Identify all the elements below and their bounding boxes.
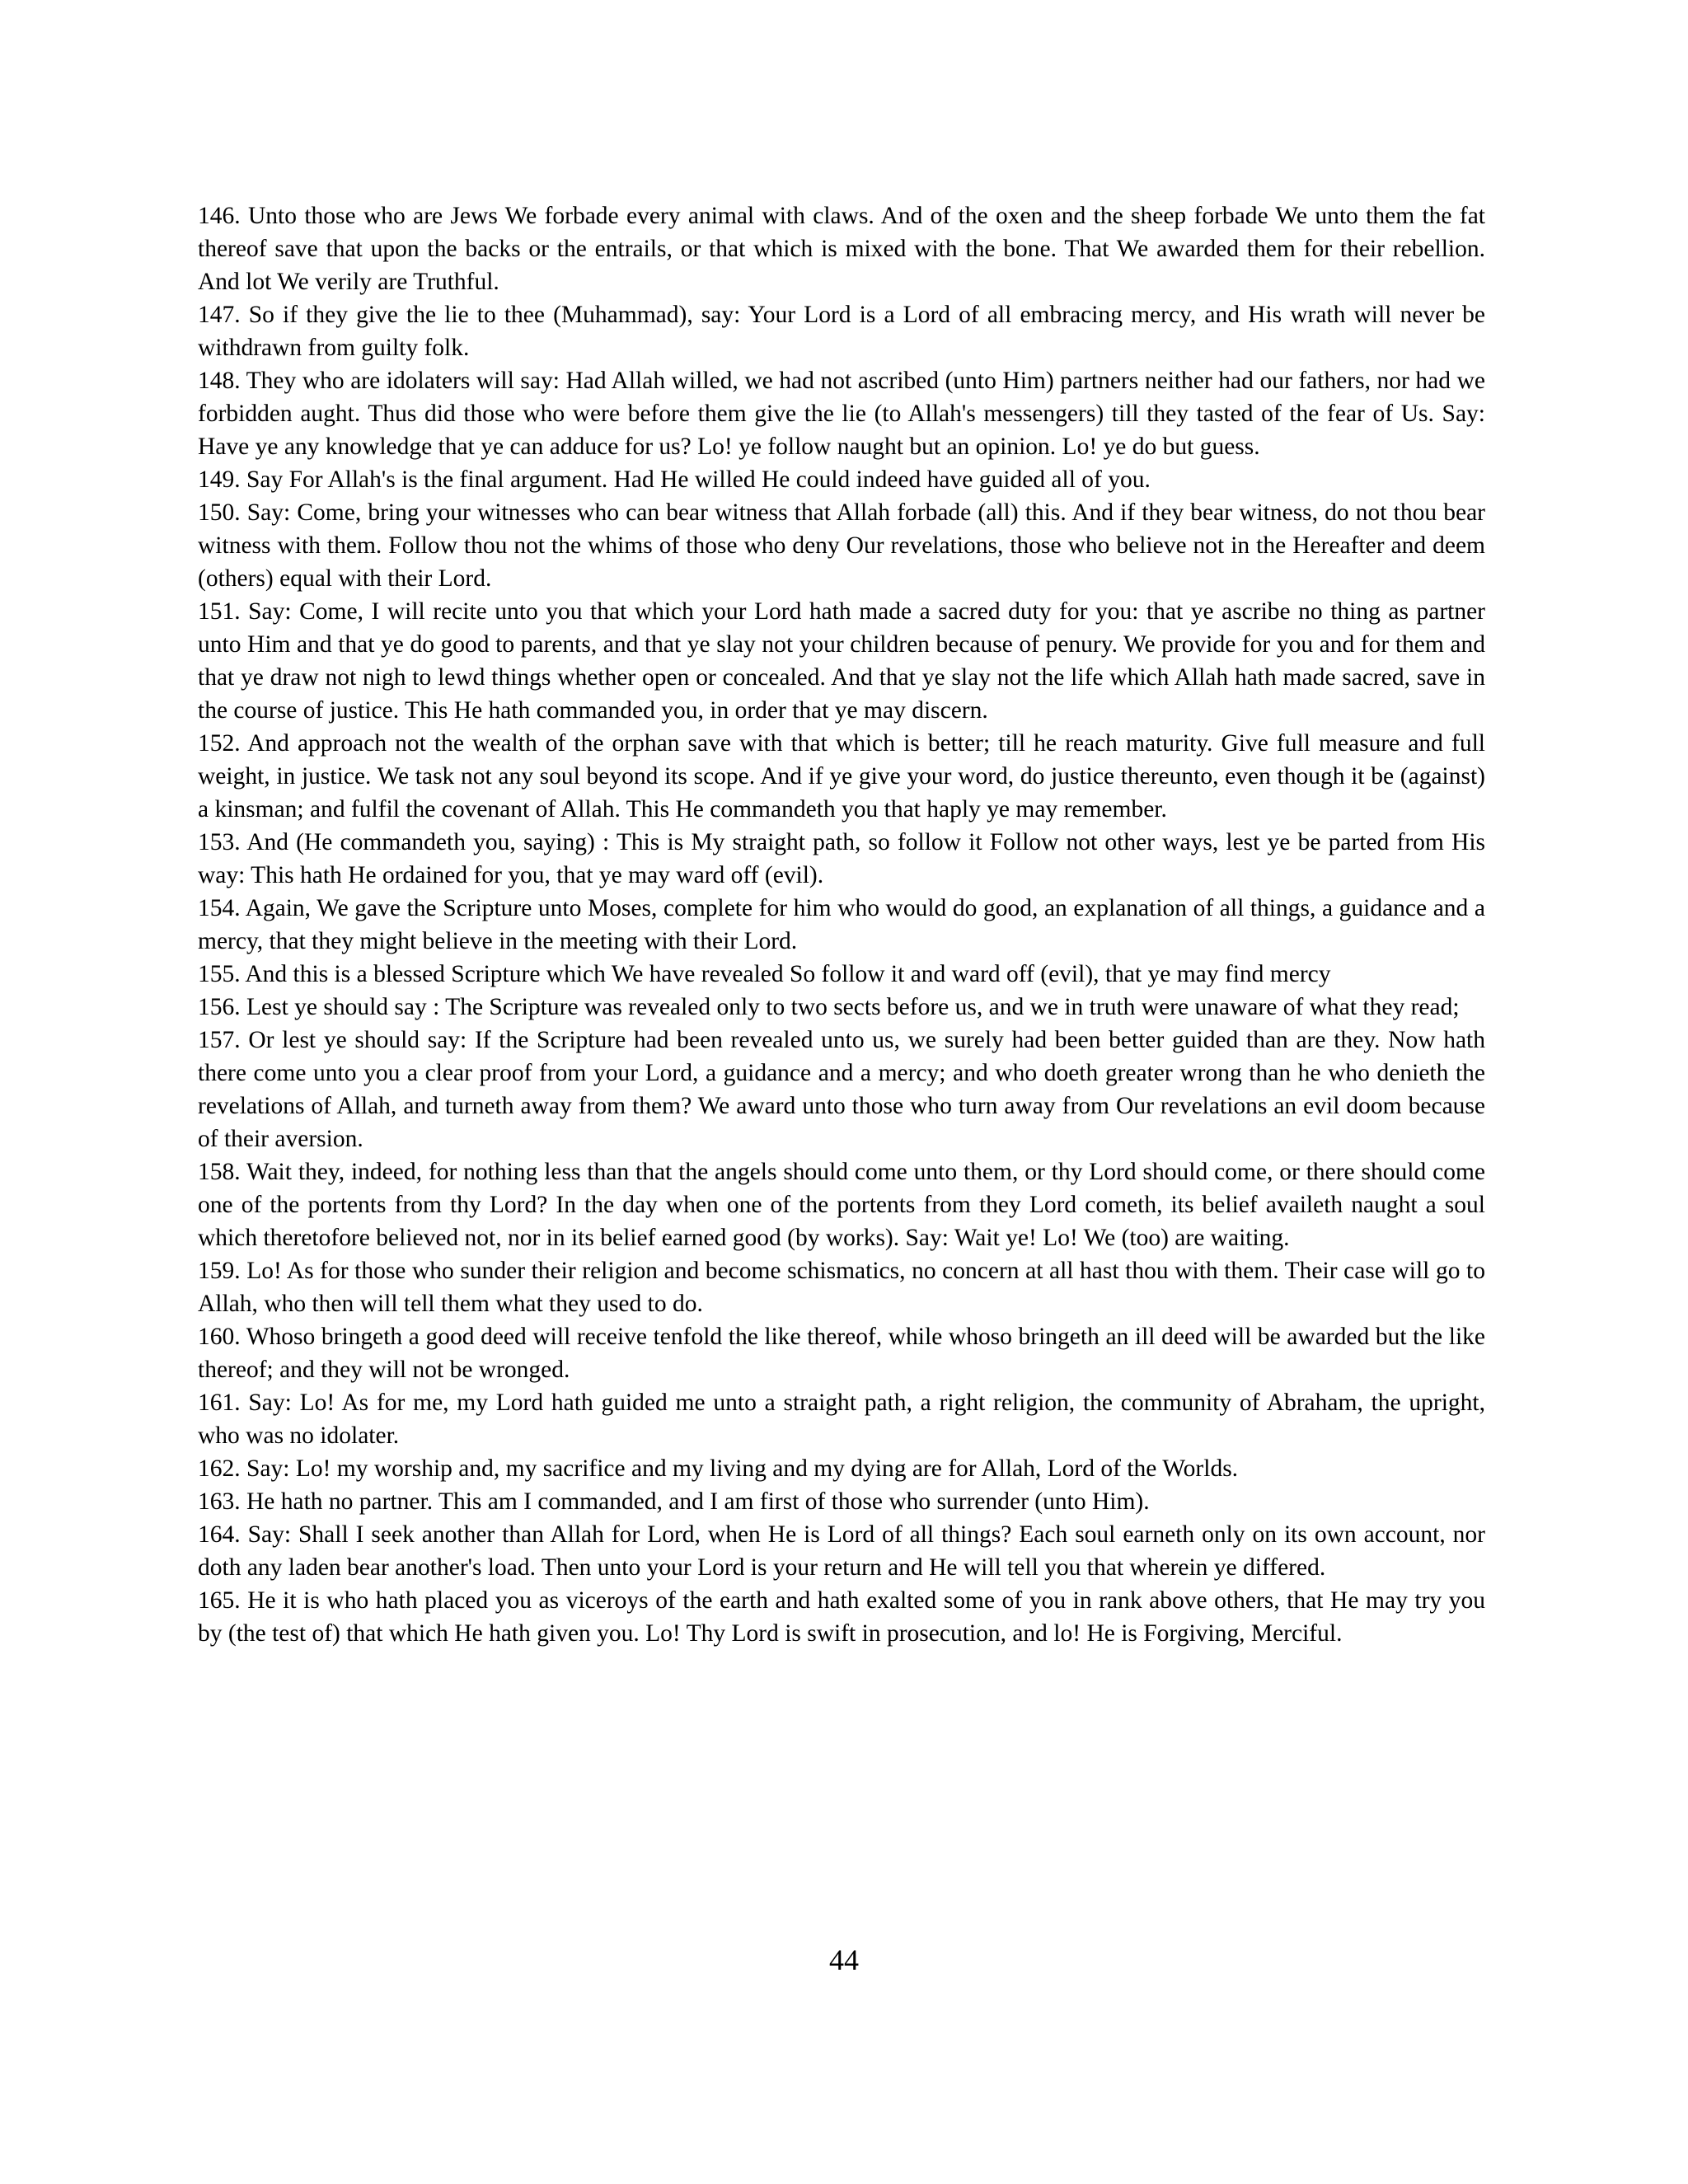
- verse-159: 159. Lo! As for those who sunder their religion and become schismatics, no concern at all hast thou with them. Their case will go to Allah, who then will tell them what they used to do.: [198, 1258, 1485, 1317]
- verse-151: 151. Say: Come, I will recite unto you that which your Lord hath made a sacred duty for you: that ye ascribe no thing as partner unto Him and that ye do good to parents, and that ye slay not your children because of penury. We provide for you and for them and that ye draw not nigh to lewd things whether open or concealed. And that ye slay not the life which Allah hath made sacred, save in the course of justice. This He hath commanded you, in order that ye may discern.: [198, 598, 1485, 724]
- verse-164: 164. Say: Shall I seek another than Allah for Lord, when He is Lord of all things? Each soul earneth only on its own account, nor doth any laden bear another's load. Then unto your Lord is your return and He will tell you that wherein ye differed.: [198, 1521, 1485, 1581]
- verse-152: 152. And approach not the wealth of the orphan save with that which is better; till he reach maturity. Give full measure and full weight, in justice. We task not any soul beyond its scope. And if ye give your word, do justice thereunto, even though it be (against) a kinsman; and fulfil the covenant of Allah. This He commandeth you that haply ye may remember.: [198, 730, 1485, 823]
- verse-158: 158. Wait they, indeed, for nothing less than that the angels should come unto them, or thy Lord should come, or there should come one of the portents from thy Lord? In the day when one of the portents from they Lord cometh, its belief availeth naught a soul which theretofore believed not, nor in its belief earned good (by works). Say: Wait ye! Lo! We (too) are waiting.: [198, 1159, 1485, 1251]
- verse-146: 146. Unto those who are Jews We forbade every animal with claws. And of the oxen and the sheep forbade We unto them the fat thereof save that upon the backs or the entrails, or that which is mixed with the bone. That We awarded them for their rebellion. And lot We verily are Truthful.: [198, 203, 1485, 295]
- verse-165: 165. He it is who hath placed you as viceroys of the earth and hath exalted some of you in rank above others, that He may try you by (the test of) that which He hath given you. Lo! Thy Lord is swift in prosecution, and lo! He is Forgiving, Merciful.: [198, 1587, 1485, 1647]
- verse-149: 149. Say For Allah's is the final argument. Had He willed He could indeed have guided all of you.: [198, 466, 1151, 493]
- verse-162: 162. Say: Lo! my worship and, my sacrifice and my living and my dying are for Allah, Lord of the Worlds.: [198, 1455, 1239, 1482]
- verse-160: 160. Whoso bringeth a good deed will receive tenfold the like thereof, while whoso bringeth an ill deed will be awarded but the like thereof; and they will not be wronged.: [198, 1324, 1485, 1383]
- verse-text-block: [198, 199, 1485, 1650]
- verse-156: 156. Lest ye should say : The Scripture was revealed only to two sects before us, and we in truth were unaware of what they read;: [198, 994, 1460, 1020]
- verse-153: 153. And (He commandeth you, saying) : This is My straight path, so follow it Follow not other ways, lest ye be parted from His way: This hath He ordained for you, that ye may ward off (evil).: [198, 829, 1485, 888]
- page-number: 44: [829, 1943, 859, 1976]
- verse-163: 163. He hath no partner. This am I commanded, and I am first of those who surrender (unto Him).: [198, 1488, 1150, 1515]
- verse-155: 155. And this is a blessed Scripture which We have revealed So follow it and ward off (evil), that ye may find mercy: [198, 961, 1331, 987]
- verse-147: 147. So if they give the lie to thee (Muhammad), say: Your Lord is a Lord of all embracing mercy, and His wrath will never be withdrawn from guilty folk.: [198, 302, 1485, 361]
- verse-154: 154. Again, We gave the Scripture unto Moses, complete for him who would do good, an explanation of all things, a guidance and a mercy, that they might believe in the meeting with their Lord.: [198, 895, 1485, 954]
- verse-157: 157. Or lest ye should say: If the Scripture had been revealed unto us, we surely had been better guided than are they. Now hath there come unto you a clear proof from your Lord, a guidance and a mercy; and who doeth greater wrong than he who denieth the revelations of Allah, and turneth away from them? We award unto those who turn away from Our revelations an evil doom because of their aversion.: [198, 1027, 1485, 1152]
- verse-161: 161. Say: Lo! As for me, my Lord hath guided me unto a straight path, a right religion, the community of Abraham, the upright, who was no idolater.: [198, 1390, 1485, 1449]
- verse-150: 150. Say: Come, bring your witnesses who can bear witness that Allah forbade (all) this. And if they bear witness, do not thou bear witness with them. Follow thou not the whims of those who deny Our revelations, those who believe not in the Hereafter and deem (others) equal with their Lord.: [198, 499, 1485, 592]
- verse-148: 148. They who are idolaters will say: Had Allah willed, we had not ascribed (unto Him) partners neither had our fathers, nor had we forbidden aught. Thus did those who were before them give the lie (to Allah's messengers) till they tasted of the fear of Us. Say: Have ye any knowledge that ye can adduce for us? Lo! ye follow naught but an opinion. Lo! ye do but guess.: [198, 368, 1485, 460]
